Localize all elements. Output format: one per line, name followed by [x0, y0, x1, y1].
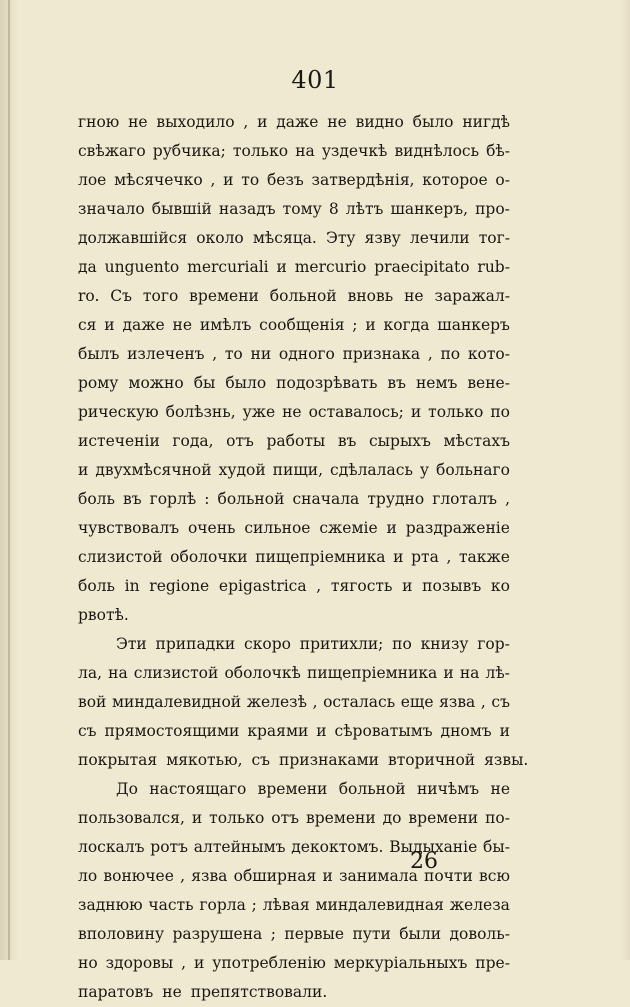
text-line: и двухмѣсячной худой пищи, сдѣлалась у больнаго — [78, 461, 510, 479]
text-line: ло вонючее , язва обширная и занимала почти всю — [78, 867, 510, 885]
text-line: боль въ горлѣ : больной сначала трудно глоталъ , — [78, 490, 510, 508]
text-line: ся и даже не имѣлъ сообщенія ; и когда шанкеръ — [78, 316, 510, 334]
text-line: До настоящаго времени больной ничѣмъ не — [116, 780, 510, 798]
paragraph — [78, 108, 510, 630]
text-line: съ прямостоящими краями и сѣроватымъ дномъ и — [78, 722, 510, 740]
text-line: рвотѣ. — [78, 606, 129, 624]
text-line: гною не выходило , и даже не видно было нигдѣ — [78, 113, 510, 131]
text-line: рическую болѣзнь, уже не оставалось; и только по — [78, 403, 510, 421]
signature-mark: 26 — [410, 849, 438, 874]
text-line: рому можно бы было подозрѣвать въ немъ вене- — [78, 374, 510, 392]
text-line: свѣжаго рубчика; только на уздечкѣ виднѣлось бѣ- — [78, 142, 510, 160]
text-line: вой миндалевидной железѣ , осталась еще язва , съ — [78, 693, 510, 711]
text-line: значало бывшій назадъ тому 8 лѣтъ шанкеръ, про- — [78, 200, 510, 218]
text-line: лое мѣсячечко , и то безъ затвердѣнія, которое о- — [78, 171, 510, 189]
text-line: покрытая мякотью, съ признаками вторичной язвы. — [78, 751, 529, 769]
text-line: вполовину разрушена ; первые пути были доволь- — [78, 925, 510, 943]
paragraph — [78, 775, 510, 1007]
body-text — [78, 108, 529, 1007]
text-line: Эти припадки скоро притихли; по книзу гор- — [116, 635, 510, 653]
text-line: лоскалъ ротъ алтейнымъ декоктомъ. Выдыханіе бы- — [78, 838, 510, 856]
text-line: ла, на слизистой оболочкѣ пищепріемника и на лѣ- — [78, 664, 510, 682]
text-line: паратовъ не препятствовали. — [78, 983, 328, 1001]
text-line: но здоровы , и употребленію меркуріальныхъ пре- — [78, 954, 510, 972]
text-line: заднюю часть горла ; лѣвая миндалевидная железа — [78, 896, 510, 914]
text-line: чувствовалъ очень сильное сжеміе и раздраженіе — [78, 519, 510, 537]
text-line: ro. Съ того времени больной вновь не заражал- — [78, 287, 510, 305]
paragraph — [78, 630, 529, 775]
text-line: пользовался, и только отъ времени до времени по- — [78, 809, 510, 827]
binding-shadow — [8, 0, 10, 960]
text-line: должавшійся около мѣсяца. Эту язву лечили тог- — [78, 229, 510, 247]
text-line: слизистой оболочки пищепріемника и рта , также — [78, 548, 510, 566]
text-line: былъ излеченъ , то ни одного признака , по кото- — [78, 345, 510, 363]
page-number: 401 — [291, 66, 339, 94]
text-line: боль in regione epigastrica , тягость и позывъ ко — [78, 577, 510, 595]
text-line: да unguento mercuriali и mercurio praecipitato rub- — [78, 258, 510, 276]
text-line: истеченіи года, отъ работы въ сырыхъ мѣстахъ — [78, 432, 510, 450]
